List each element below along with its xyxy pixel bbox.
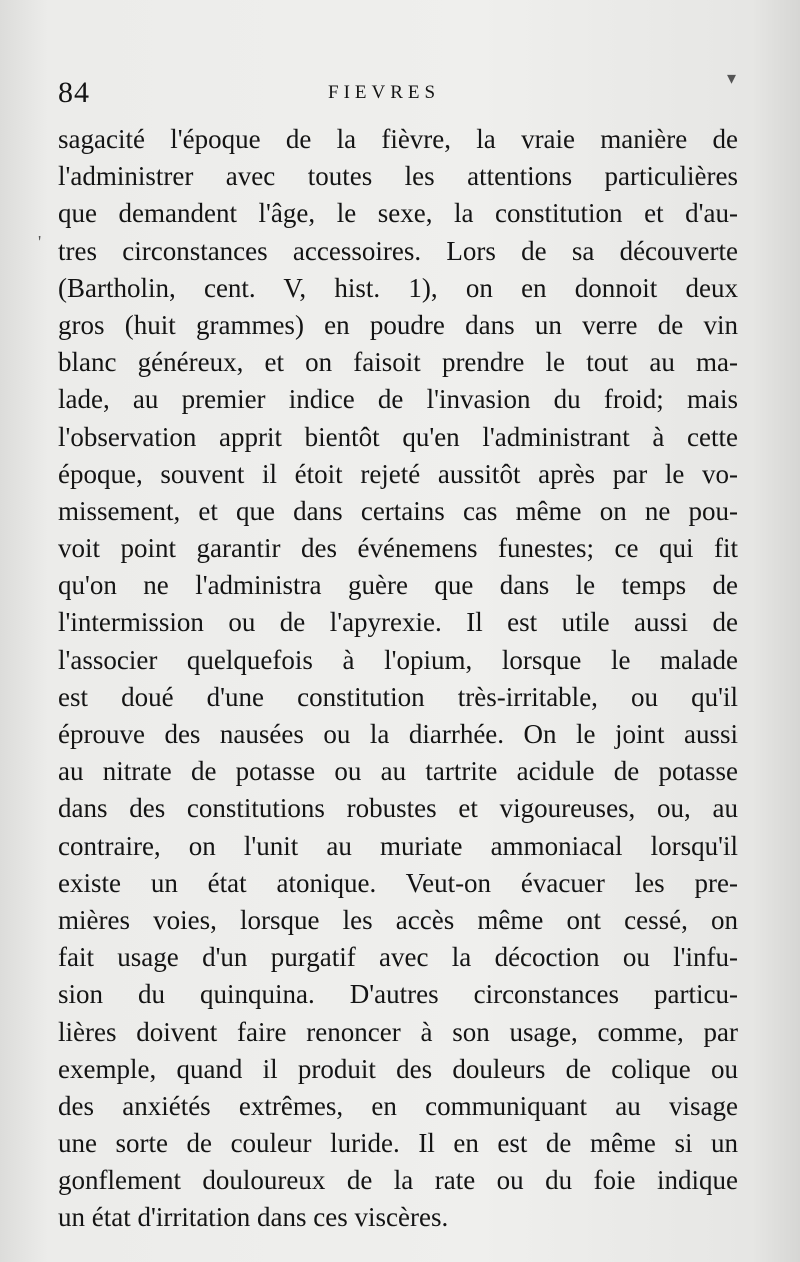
text-line: lade, au premier indice de l'invasion du froid; mais xyxy=(58,384,738,415)
ink-speck: ▾ xyxy=(727,68,737,88)
text-line: que demandent l'âge, le sexe, la constitution et d'au- xyxy=(58,198,738,229)
text-line: sion du quinquina. D'autres circonstances particu- xyxy=(58,979,738,1010)
page-number: 84 xyxy=(58,76,90,109)
ink-speck: ' xyxy=(38,232,42,252)
text-line: voit point garantir des événemens funestes; ce qui fit xyxy=(58,533,738,564)
text-line: tres circonstances accessoires. Lors de sa découverte xyxy=(58,235,738,266)
text-line: gros (huit grammes) en poudre dans un verre de vin xyxy=(58,309,738,340)
text-line: sagacité l'époque de la fièvre, la vraie manière de xyxy=(58,124,738,154)
text-line: un état d'irritation dans ces viscères. xyxy=(58,1202,449,1233)
body-text xyxy=(58,121,738,1237)
text-line: existe un état atonique. Veut-on évacuer les pre- xyxy=(58,867,738,898)
text-line: est doué d'une constitution très-irritable, ou qu'il xyxy=(58,681,738,712)
text-line: exemple, quand il produit des douleurs de colique ou xyxy=(58,1053,738,1084)
text-line: l'associer quelquefois à l'opium, lorsque le malade xyxy=(58,644,738,675)
text-line: missement, et que dans certains cas même on ne pou- xyxy=(58,495,738,526)
text-line: fait usage d'un purgatif avec la décoction ou l'infu- xyxy=(58,942,738,973)
text-line: qu'on ne l'administra guère que dans le temps de xyxy=(58,570,738,601)
text-line: au nitrate de potasse ou au tartrite acidule de potasse xyxy=(58,756,738,787)
text-line: éprouve des nausées ou la diarrhée. On le joint aussi xyxy=(58,719,738,749)
text-line: dans des constitutions robustes et vigoureuses, ou, au xyxy=(58,793,738,824)
text-line: gonflement douloureux de la rate ou du foie indique xyxy=(58,1165,738,1196)
text-line: des anxiétés extrêmes, en communiquant au visage xyxy=(58,1090,738,1121)
text-line: (Bartholin, cent. V, hist. 1), on en donnoit deux xyxy=(58,272,738,303)
text-line: lières doivent faire renoncer à son usage, comme, par xyxy=(58,1016,738,1047)
text-line: l'administrer avec toutes les attentions particulières xyxy=(58,161,738,192)
text-line: blanc généreux, et on faisoit prendre le tout au ma- xyxy=(58,347,738,378)
text-line: contraire, on l'unit au muriate ammoniacal lorsqu'il xyxy=(58,830,738,861)
running-head: FIEVRES xyxy=(328,82,441,103)
text-line: époque, souvent il étoit rejeté aussitôt après par le vo- xyxy=(58,458,738,489)
text-line: l'intermission ou de l'apyrexie. Il est utile aussi de xyxy=(58,607,738,638)
text-line: une sorte de couleur luride. Il en est de même si un xyxy=(58,1128,738,1159)
text-line: l'observation apprit bientôt qu'en l'administrant à cette xyxy=(58,421,738,452)
page-header xyxy=(58,70,740,114)
text-line: mières voies, lorsque les accès même ont cessé, on xyxy=(58,904,738,935)
